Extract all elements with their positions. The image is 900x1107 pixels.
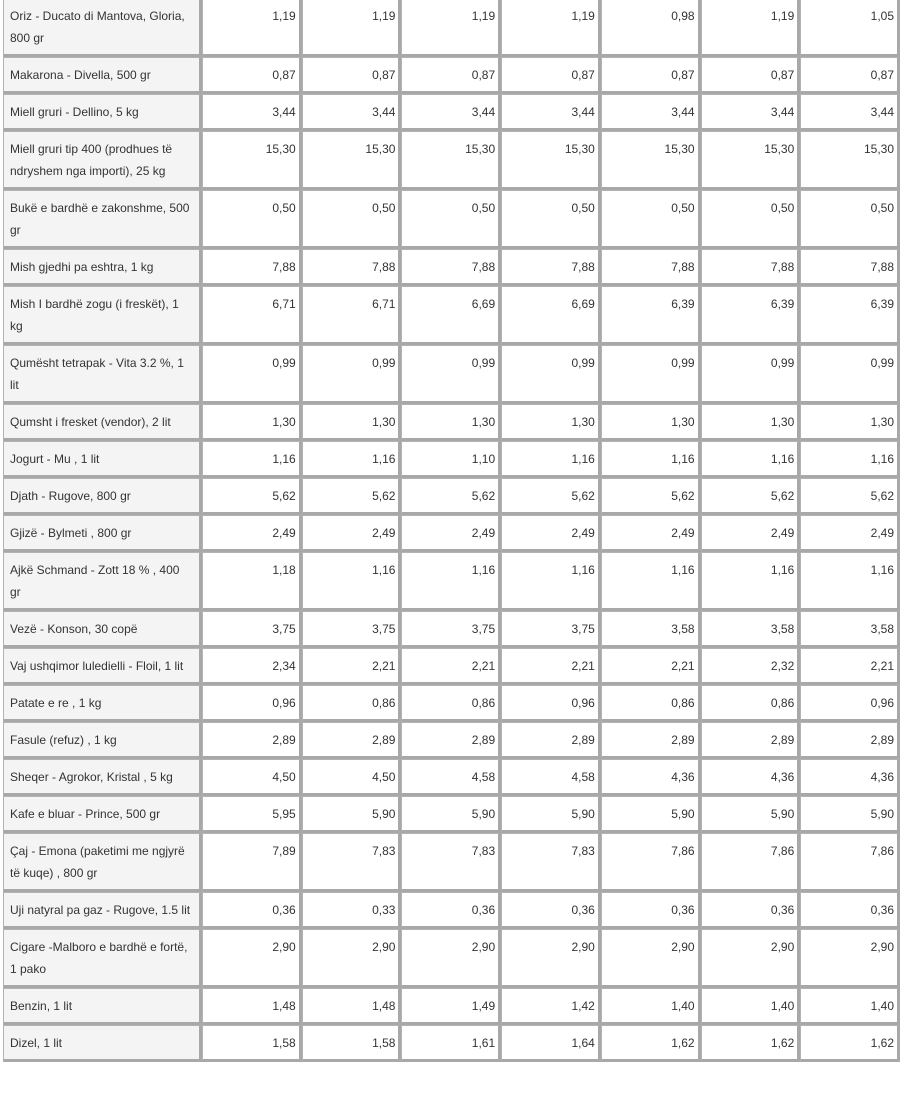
price-cell: 1,16	[601, 441, 701, 478]
price-cell: 2,90	[601, 929, 701, 988]
price-table	[3, 0, 900, 1062]
price-cell: 0,50	[800, 190, 900, 249]
price-cell: 2,90	[800, 929, 900, 988]
price-cell: 5,62	[202, 478, 302, 515]
table-row	[3, 190, 900, 249]
price-cell: 2,49	[401, 515, 501, 552]
price-cell: 2,89	[202, 722, 302, 759]
table-row	[3, 552, 900, 611]
product-name-cell: Dizel, 1 lit	[3, 1025, 202, 1062]
product-name-cell: Sheqer - Agrokor, Kristal , 5 kg	[3, 759, 202, 796]
price-cell: 2,49	[800, 515, 900, 552]
price-cell: 7,88	[302, 249, 402, 286]
price-cell: 1,16	[800, 441, 900, 478]
price-cell: 7,86	[800, 833, 900, 892]
price-cell: 7,83	[302, 833, 402, 892]
price-cell: 7,86	[701, 833, 801, 892]
price-cell: 2,90	[401, 929, 501, 988]
price-cell: 1,16	[202, 441, 302, 478]
price-cell: 5,90	[501, 796, 601, 833]
price-cell: 1,40	[701, 988, 801, 1025]
price-cell: 1,30	[202, 404, 302, 441]
product-name-cell: Makarona - Divella, 500 gr	[3, 57, 202, 94]
price-cell: 15,30	[302, 131, 402, 190]
price-cell: 1,58	[202, 1025, 302, 1062]
product-name-cell: Vaj ushqimor luledielli - Floil, 1 lit	[3, 648, 202, 685]
price-cell: 3,44	[501, 94, 601, 131]
price-cell: 3,44	[302, 94, 402, 131]
price-cell: 5,90	[800, 796, 900, 833]
price-cell: 0,50	[202, 190, 302, 249]
price-cell: 6,69	[501, 286, 601, 345]
product-name-cell: Benzin, 1 lit	[3, 988, 202, 1025]
price-cell: 3,75	[202, 611, 302, 648]
price-cell: 2,90	[302, 929, 402, 988]
price-cell: 1,19	[701, 0, 801, 57]
price-cell: 3,58	[701, 611, 801, 648]
price-cell: 1,16	[601, 552, 701, 611]
product-name-cell: Cigare -Malboro e bardhë e fortë, 1 pako	[3, 929, 202, 988]
price-cell: 1,62	[601, 1025, 701, 1062]
price-cell: 2,89	[701, 722, 801, 759]
product-name-cell: Miell gruri - Dellino, 5 kg	[3, 94, 202, 131]
price-cell: 2,21	[302, 648, 402, 685]
table-row	[3, 249, 900, 286]
price-cell: 3,44	[401, 94, 501, 131]
price-cell: 7,88	[202, 249, 302, 286]
price-cell: 5,90	[302, 796, 402, 833]
price-cell: 1,19	[302, 0, 402, 57]
price-cell: 6,39	[601, 286, 701, 345]
product-name-cell: Mish I bardhë zogu (i freskët), 1 kg	[3, 286, 202, 345]
table-row	[3, 404, 900, 441]
price-cell: 0,87	[601, 57, 701, 94]
product-name-cell: Ajkë Schmand - Zott 18 % , 400 gr	[3, 552, 202, 611]
price-cell: 1,18	[202, 552, 302, 611]
price-cell: 0,99	[202, 345, 302, 404]
table-row	[3, 648, 900, 685]
price-cell: 5,62	[701, 478, 801, 515]
product-name-cell: Qumsht i fresket (vendor), 2 lit	[3, 404, 202, 441]
product-name-cell: Kafe e bluar - Prince, 500 gr	[3, 796, 202, 833]
price-cell: 3,44	[202, 94, 302, 131]
table-row	[3, 796, 900, 833]
price-cell: 0,99	[701, 345, 801, 404]
table-row	[3, 722, 900, 759]
table-row	[3, 0, 900, 57]
price-cell: 0,86	[401, 685, 501, 722]
product-name-cell: Qumësht tetrapak - Vita 3.2 %, 1 lit	[3, 345, 202, 404]
price-cell: 2,21	[401, 648, 501, 685]
price-cell: 6,71	[202, 286, 302, 345]
price-cell: 5,62	[601, 478, 701, 515]
price-cell: 0,96	[202, 685, 302, 722]
price-cell: 1,62	[701, 1025, 801, 1062]
table-row	[3, 1025, 900, 1062]
price-cell: 2,21	[601, 648, 701, 685]
price-cell: 0,99	[401, 345, 501, 404]
table-row	[3, 515, 900, 552]
price-cell: 3,58	[800, 611, 900, 648]
price-cell: 5,62	[800, 478, 900, 515]
price-cell: 1,16	[701, 441, 801, 478]
price-cell: 2,90	[701, 929, 801, 988]
price-cell: 1,58	[302, 1025, 402, 1062]
price-cell: 4,36	[601, 759, 701, 796]
price-cell: 1,19	[401, 0, 501, 57]
price-cell: 1,64	[501, 1025, 601, 1062]
price-cell: 6,71	[302, 286, 402, 345]
price-table-body	[3, 0, 900, 1062]
table-row	[3, 441, 900, 478]
price-cell: 0,99	[800, 345, 900, 404]
price-cell: 4,50	[302, 759, 402, 796]
table-row	[3, 892, 900, 929]
price-cell: 2,89	[401, 722, 501, 759]
price-cell: 2,90	[202, 929, 302, 988]
product-name-cell: Djath - Rugove, 800 gr	[3, 478, 202, 515]
price-cell: 7,83	[501, 833, 601, 892]
price-cell: 1,30	[701, 404, 801, 441]
table-row	[3, 611, 900, 648]
price-cell: 15,30	[800, 131, 900, 190]
price-cell: 5,62	[302, 478, 402, 515]
table-row	[3, 131, 900, 190]
price-cell: 6,39	[800, 286, 900, 345]
table-row	[3, 286, 900, 345]
price-cell: 7,88	[401, 249, 501, 286]
price-cell: 0,99	[601, 345, 701, 404]
price-cell: 0,36	[401, 892, 501, 929]
price-cell: 5,90	[701, 796, 801, 833]
product-name-cell: Gjizë - Bylmeti , 800 gr	[3, 515, 202, 552]
price-cell: 1,30	[401, 404, 501, 441]
price-cell: 0,50	[302, 190, 402, 249]
price-cell: 7,88	[501, 249, 601, 286]
price-cell: 0,96	[800, 685, 900, 722]
price-cell: 1,05	[800, 0, 900, 57]
price-cell: 1,49	[401, 988, 501, 1025]
price-cell: 1,30	[302, 404, 402, 441]
price-cell: 7,83	[401, 833, 501, 892]
price-cell: 1,16	[501, 552, 601, 611]
price-cell: 0,33	[302, 892, 402, 929]
product-name-cell: Bukë e bardhë e zakonshme, 500 gr	[3, 190, 202, 249]
product-name-cell: Çaj - Emona (paketimi me ngjyrë të kuqe) , 800 gr	[3, 833, 202, 892]
price-cell: 2,21	[501, 648, 601, 685]
product-name-cell: Patate e re , 1 kg	[3, 685, 202, 722]
price-cell: 2,49	[501, 515, 601, 552]
price-cell: 0,36	[701, 892, 801, 929]
price-cell: 7,88	[701, 249, 801, 286]
price-cell: 0,50	[701, 190, 801, 249]
table-row	[3, 759, 900, 796]
price-cell: 15,30	[202, 131, 302, 190]
price-cell: 5,62	[501, 478, 601, 515]
price-cell: 0,87	[800, 57, 900, 94]
table-row	[3, 685, 900, 722]
price-cell: 1,42	[501, 988, 601, 1025]
price-cell: 3,75	[401, 611, 501, 648]
price-cell: 1,30	[800, 404, 900, 441]
price-cell: 2,49	[302, 515, 402, 552]
price-cell: 7,86	[601, 833, 701, 892]
price-cell: 0,87	[302, 57, 402, 94]
price-cell: 0,50	[501, 190, 601, 249]
price-cell: 3,44	[601, 94, 701, 131]
table-row	[3, 57, 900, 94]
price-cell: 0,86	[302, 685, 402, 722]
table-row	[3, 345, 900, 404]
price-cell: 0,87	[501, 57, 601, 94]
price-cell: 0,36	[202, 892, 302, 929]
price-cell: 0,98	[601, 0, 701, 57]
price-cell: 2,89	[800, 722, 900, 759]
price-cell: 1,40	[601, 988, 701, 1025]
price-cell: 0,87	[401, 57, 501, 94]
price-cell: 1,16	[701, 552, 801, 611]
price-cell: 3,75	[302, 611, 402, 648]
price-cell: 2,49	[202, 515, 302, 552]
price-cell: 4,58	[501, 759, 601, 796]
price-cell: 2,90	[501, 929, 601, 988]
price-cell: 2,89	[302, 722, 402, 759]
price-cell: 3,58	[601, 611, 701, 648]
price-cell: 0,86	[601, 685, 701, 722]
price-cell: 1,16	[501, 441, 601, 478]
price-cell: 15,30	[701, 131, 801, 190]
price-cell: 7,88	[800, 249, 900, 286]
price-cell: 1,62	[800, 1025, 900, 1062]
price-cell: 1,48	[302, 988, 402, 1025]
price-cell: 1,30	[601, 404, 701, 441]
price-cell: 0,99	[501, 345, 601, 404]
price-cell: 5,95	[202, 796, 302, 833]
price-cell: 7,89	[202, 833, 302, 892]
price-cell: 4,50	[202, 759, 302, 796]
price-cell: 2,32	[701, 648, 801, 685]
price-cell: 0,50	[601, 190, 701, 249]
price-cell: 0,99	[302, 345, 402, 404]
product-name-cell: Mish gjedhi pa eshtra, 1 kg	[3, 249, 202, 286]
price-cell: 6,39	[701, 286, 801, 345]
price-cell: 0,36	[601, 892, 701, 929]
price-cell: 5,90	[601, 796, 701, 833]
price-cell: 0,87	[701, 57, 801, 94]
product-name-cell: Fasule (refuz) , 1 kg	[3, 722, 202, 759]
price-cell: 7,88	[601, 249, 701, 286]
price-cell: 3,44	[800, 94, 900, 131]
product-name-cell: Vezë - Konson, 30 copë	[3, 611, 202, 648]
price-cell: 3,75	[501, 611, 601, 648]
price-cell: 1,19	[202, 0, 302, 57]
price-cell: 0,87	[202, 57, 302, 94]
table-row	[3, 478, 900, 515]
product-name-cell: Jogurt - Mu , 1 lit	[3, 441, 202, 478]
price-cell: 5,90	[401, 796, 501, 833]
price-cell: 0,96	[501, 685, 601, 722]
price-cell: 1,61	[401, 1025, 501, 1062]
product-name-cell: Oriz - Ducato di Mantova, Gloria, 800 gr	[3, 0, 202, 57]
price-cell: 2,34	[202, 648, 302, 685]
price-cell: 1,48	[202, 988, 302, 1025]
price-cell: 4,58	[401, 759, 501, 796]
price-cell: 1,16	[302, 552, 402, 611]
table-row	[3, 94, 900, 131]
price-cell: 0,36	[501, 892, 601, 929]
table-row	[3, 929, 900, 988]
price-cell: 1,16	[401, 552, 501, 611]
price-cell: 1,10	[401, 441, 501, 478]
price-cell: 4,36	[701, 759, 801, 796]
price-cell: 15,30	[501, 131, 601, 190]
price-cell: 3,44	[701, 94, 801, 131]
product-name-cell: Uji natyral pa gaz - Rugove, 1.5 lit	[3, 892, 202, 929]
table-row	[3, 988, 900, 1025]
price-cell: 0,86	[701, 685, 801, 722]
price-table-container	[3, 0, 900, 1062]
price-cell: 2,89	[501, 722, 601, 759]
price-cell: 2,49	[601, 515, 701, 552]
table-row	[3, 833, 900, 892]
price-cell: 2,89	[601, 722, 701, 759]
price-cell: 1,40	[800, 988, 900, 1025]
product-name-cell: Miell gruri tip 400 (prodhues të ndryshem nga importi), 25 kg	[3, 131, 202, 190]
price-cell: 15,30	[601, 131, 701, 190]
price-cell: 0,36	[800, 892, 900, 929]
price-cell: 6,69	[401, 286, 501, 345]
price-cell: 1,16	[800, 552, 900, 611]
price-cell: 0,50	[401, 190, 501, 249]
price-cell: 1,30	[501, 404, 601, 441]
price-cell: 4,36	[800, 759, 900, 796]
price-cell: 2,49	[701, 515, 801, 552]
price-cell: 5,62	[401, 478, 501, 515]
price-cell: 2,21	[800, 648, 900, 685]
price-cell: 15,30	[401, 131, 501, 190]
price-cell: 1,16	[302, 441, 402, 478]
price-cell: 1,19	[501, 0, 601, 57]
